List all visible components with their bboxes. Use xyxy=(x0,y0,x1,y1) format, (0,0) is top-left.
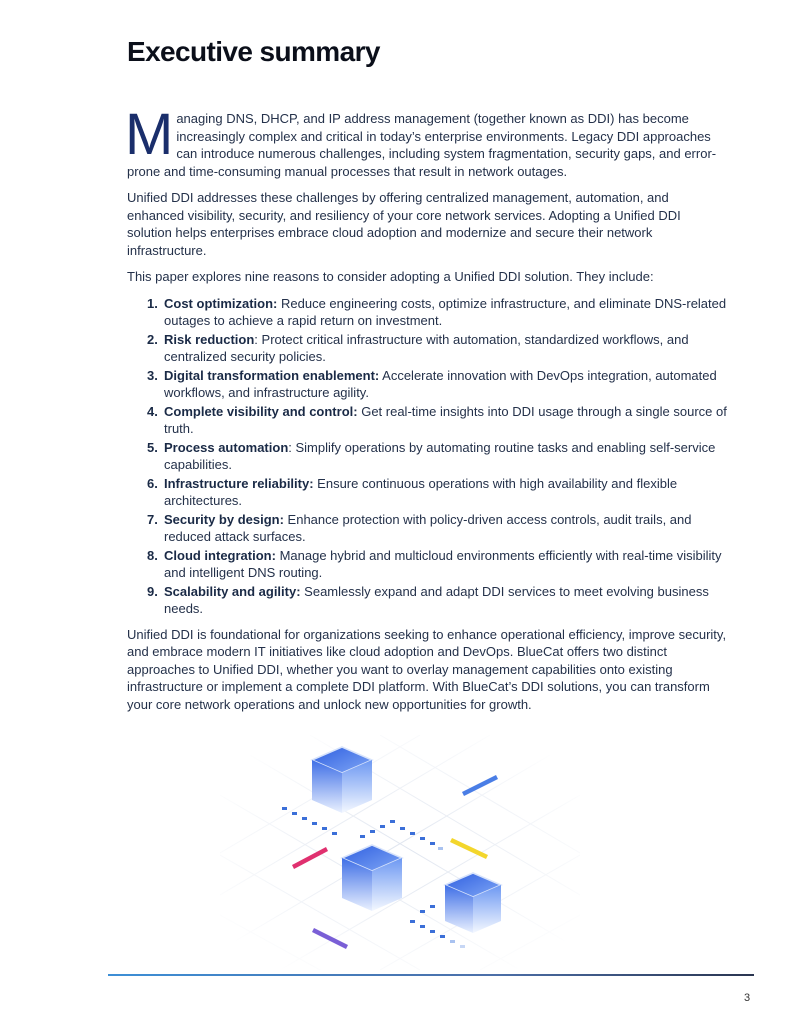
reason-number: 9. xyxy=(147,583,158,599)
reason-item xyxy=(147,367,727,402)
reason-description: Seamlessly expand and adapt DDI services to meet evolving business needs. xyxy=(164,583,709,616)
reason-description: Ensure continuous operations with high availability and flexible architectures. xyxy=(164,475,678,508)
paragraph-3: This paper explores nine reasons to consider adopting a Unified DDI solution. They include: xyxy=(127,269,654,284)
paragraph-4: Unified DDI is foundational for organizations seeking to enhance operational efficiency, improve security, and embrace modern IT initiatives like cloud adoption and DevOps. BlueCat offers two distinct approaches to Unified DDI, whether you want to overlay management capabilities onto existing infrastructure or implement a complete DDI platform. With BlueCat’s DDI solutions, you can transform your core network operations and unlock new opportunities for growth. xyxy=(127,626,727,712)
reason-term: Process automation xyxy=(164,439,289,455)
reason-term: Digital transformation enablement xyxy=(164,367,375,383)
reason-term: Complete visibility and control xyxy=(164,403,354,419)
reason-term: Cost optimization xyxy=(164,295,274,311)
reason-number: 6. xyxy=(147,475,158,491)
reason-item xyxy=(147,583,727,618)
reason-separator: : xyxy=(353,403,358,419)
reason-separator: : xyxy=(254,331,258,347)
reason-description: Protect critical infrastructure with automation, standardized workflows, and centralized security policies. xyxy=(164,331,689,364)
reason-number: 3. xyxy=(147,367,158,383)
reason-item xyxy=(147,331,727,366)
reason-number: 5. xyxy=(147,439,158,455)
network-cubes-illustration xyxy=(220,735,580,970)
reason-item xyxy=(147,547,727,582)
reason-item xyxy=(147,511,727,546)
body-content xyxy=(125,102,727,722)
reason-item xyxy=(147,475,727,510)
reason-separator: : xyxy=(374,367,380,383)
reason-description: Get real-time insights into DDI usage through a single source of truth. xyxy=(164,403,727,436)
reason-item xyxy=(147,403,727,438)
reason-separator: : xyxy=(288,439,292,455)
intro-paragraph xyxy=(125,102,727,180)
reason-description: Simplify operations by automating routine tasks and enabling self-service capabilities. xyxy=(164,439,716,472)
reason-description: Enhance protection with policy-driven access controls, audit trails, and reduced attack surfaces. xyxy=(164,511,692,544)
reasons-list xyxy=(127,295,727,618)
intro-text: anaging DNS, DHCP, and IP address management (together known as DDI) has become increasingly complex and critical in today’s enterprise environments. Legacy DDI approaches can introduce numerous challenges, including system fragmentation, security gaps, and error-prone and time-consuming manual processes that result in network outages. xyxy=(127,111,717,179)
reason-term: Security by design xyxy=(164,511,280,527)
cube-top-left xyxy=(312,747,372,813)
reason-description: Reduce engineering costs, optimize infrastructure, and eliminate DNS-related outages to achieve a rapid return on investment. xyxy=(164,295,727,328)
reason-separator: : xyxy=(271,547,276,563)
reason-number: 7. xyxy=(147,511,158,527)
reason-description: Accelerate innovation with DevOps integration, automated workflows, and infrastructure agility. xyxy=(164,367,717,400)
reason-item xyxy=(147,295,727,330)
dropcap-letter: M xyxy=(125,102,174,167)
reason-item xyxy=(147,439,727,474)
reason-number: 4. xyxy=(147,403,158,419)
reason-number: 8. xyxy=(147,547,158,563)
footer-divider xyxy=(108,974,754,976)
reason-description: Manage hybrid and multicloud environments efficiently with real-time visibility and intelligent DNS routing. xyxy=(164,547,722,580)
cube-right xyxy=(445,873,501,933)
reason-separator: : xyxy=(279,511,284,527)
reason-separator: : xyxy=(273,295,278,311)
reason-number: 2. xyxy=(147,331,158,347)
reason-term: Risk reduction xyxy=(164,331,255,347)
reason-term: Cloud integration xyxy=(164,547,272,563)
reason-number: 1. xyxy=(147,295,158,311)
paragraph-2: Unified DDI addresses these challenges by offering centralized management, automation, and enhanced visibility, security, and resiliency of your core network services. Adopting a Unified DDI solution helps enterprises embrace cloud adoption and modernize and secure their network infrastructure. xyxy=(127,190,681,258)
reason-term: Scalability and agility xyxy=(164,583,297,599)
page-title: Executive summary xyxy=(127,36,380,67)
reason-separator: : xyxy=(296,583,301,599)
reason-term: Infrastructure reliability xyxy=(164,475,310,491)
reason-separator: : xyxy=(309,475,314,491)
page-number: 3 xyxy=(744,992,751,1004)
cube-center xyxy=(342,845,402,911)
